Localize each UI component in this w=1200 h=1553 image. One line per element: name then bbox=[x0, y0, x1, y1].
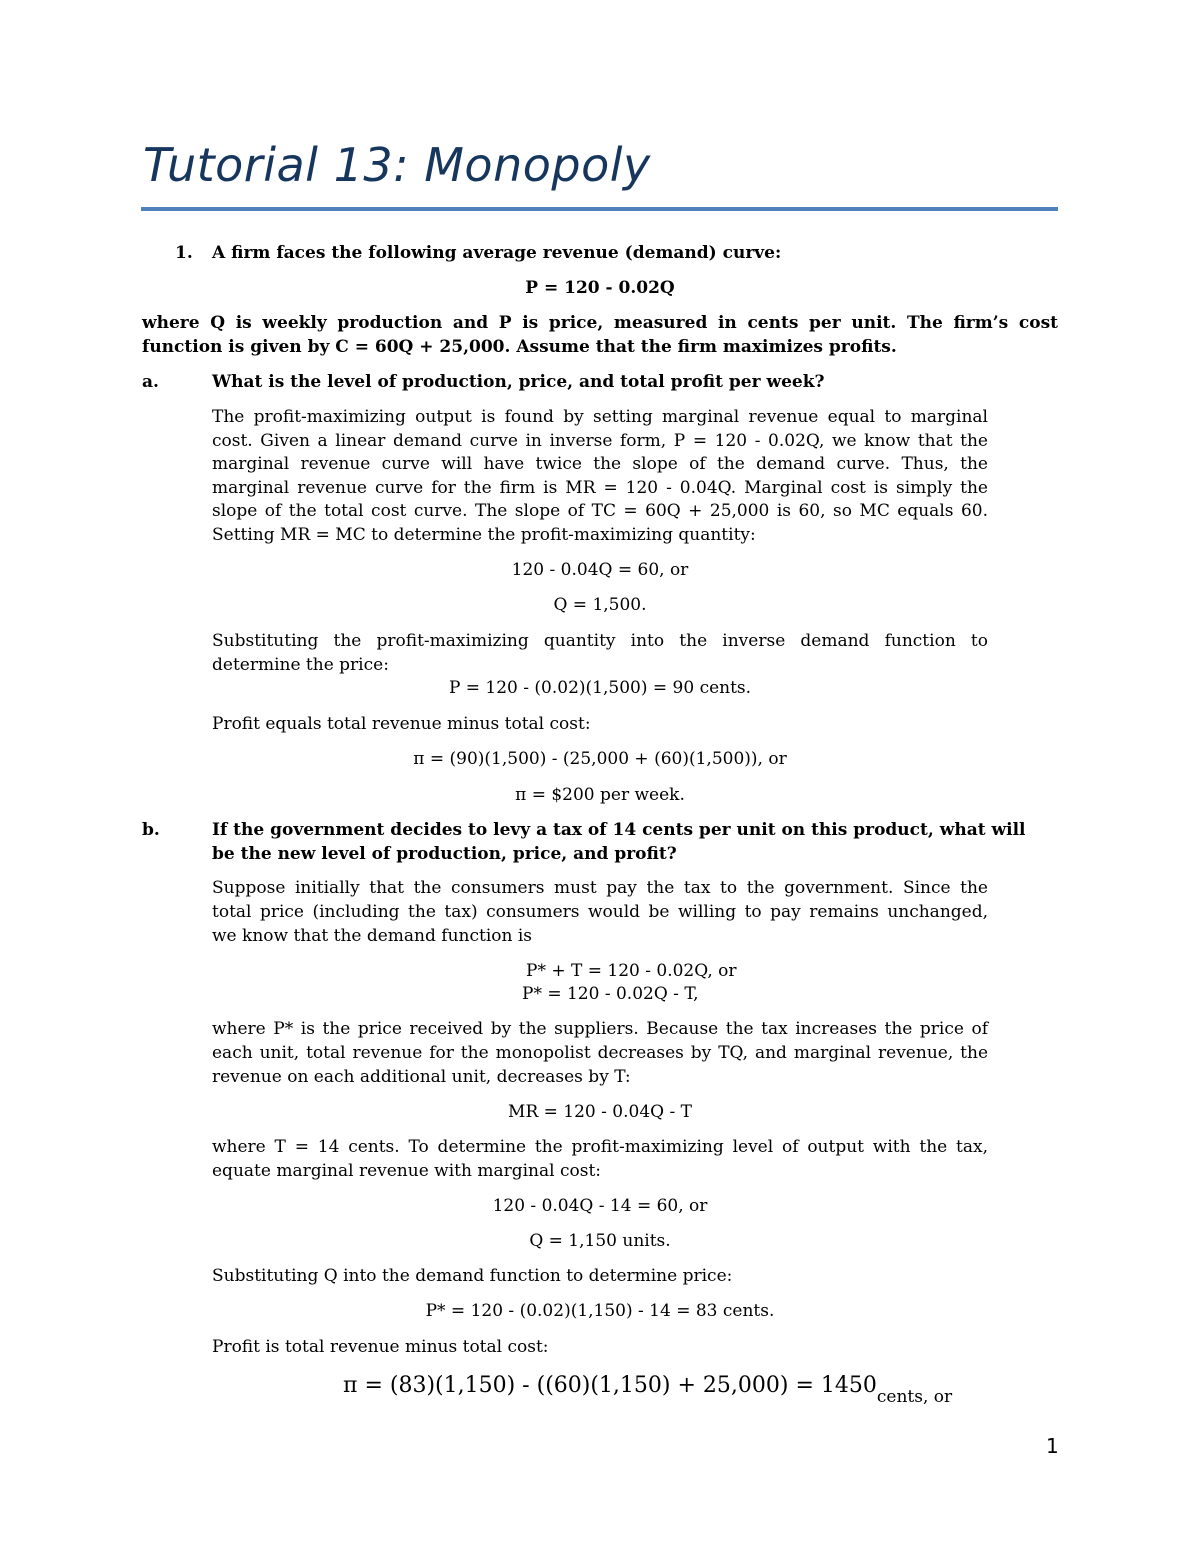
page-title: Tutorial 13: Monopoly bbox=[143, 138, 651, 192]
paragraph-line: Profit equals total revenue minus total cost: bbox=[212, 714, 591, 734]
paragraph-line: determine the price: bbox=[212, 655, 389, 675]
paragraph-line: we know that the demand function is bbox=[212, 926, 533, 946]
paragraph-line: Suppose initially that the consumers must pay the tax to the government. Since the bbox=[212, 878, 988, 898]
paragraph-line: equate marginal revenue with marginal cost: bbox=[212, 1161, 601, 1181]
paragraph-line: Profit is total revenue minus total cost: bbox=[212, 1337, 549, 1357]
paragraph-line: where P* is the price received by the suppliers. Because the tax increases the price of bbox=[212, 1019, 988, 1039]
equation: P* + T = 120 - 0.02Q, or bbox=[526, 961, 737, 981]
equation: P* = 120 - 0.02Q - T, bbox=[522, 984, 699, 1004]
equation: P* = 120 - (0.02)(1,150) - 14 = 83 cents. bbox=[425, 1301, 775, 1321]
equation: Q = 1,150 units. bbox=[529, 1231, 671, 1251]
page-number: 1 bbox=[1046, 1434, 1059, 1458]
title-underline bbox=[141, 207, 1058, 211]
question-setup-line: function is given by C = 60Q + 25,000. Assume that the firm maximizes profits. bbox=[142, 337, 897, 357]
paragraph-line: where T = 14 cents. To determine the profit-maximizing level of output with the tax, bbox=[212, 1137, 988, 1157]
equation: Q = 1,500. bbox=[553, 595, 647, 615]
paragraph-line: Substituting the profit-maximizing quantity into the inverse demand function to bbox=[212, 631, 988, 651]
paragraph-line: each unit, total revenue for the monopolist decreases by TQ, and marginal revenue, the bbox=[212, 1043, 988, 1063]
equation: 120 - 0.04Q - 14 = 60, or bbox=[492, 1196, 708, 1216]
paragraph-line: The profit-maximizing output is found by setting marginal revenue equal to marginal bbox=[212, 407, 988, 427]
paragraph-line: total price (including the tax) consumers would be willing to pay remains unchanged, bbox=[212, 902, 988, 922]
paragraph-line: revenue on each additional unit, decreases by T: bbox=[212, 1067, 631, 1087]
part-b-question: be the new level of production, price, and profit? bbox=[212, 844, 677, 864]
question-intro: A firm faces the following average revenue (demand) curve: bbox=[212, 243, 782, 263]
equation: 120 - 0.04Q = 60, or bbox=[511, 560, 689, 580]
part-b-label: b. bbox=[142, 820, 160, 840]
equation: MR = 120 - 0.04Q - T bbox=[508, 1102, 692, 1122]
profit-equation bbox=[343, 1374, 952, 1409]
paragraph-line: Setting MR = MC to determine the profit-maximizing quantity: bbox=[212, 525, 756, 545]
paragraph-line: marginal revenue curve for the firm is MR = 120 - 0.04Q. Marginal cost is simply the bbox=[212, 478, 988, 498]
part-a-question: What is the level of production, price, and total profit per week? bbox=[212, 372, 825, 392]
paragraph-line: slope of the total cost curve. The slope of TC = 60Q + 25,000 is 60, so MC equals 60. bbox=[212, 501, 988, 521]
part-a-label: a. bbox=[142, 372, 159, 392]
part-b-question: If the government decides to levy a tax of 14 cents per unit on this product, what will bbox=[212, 820, 1026, 840]
question-setup-line: where Q is weekly production and P is price, measured in cents per unit. The firm’s cost bbox=[142, 313, 1058, 333]
demand-equation: P = 120 - 0.02Q bbox=[525, 278, 675, 298]
equation: π = $200 per week. bbox=[515, 785, 685, 805]
profit-equation-tail: cents, or bbox=[876, 1387, 953, 1407]
equation: π = (90)(1,500) - (25,000 + (60)(1,500)), or bbox=[413, 749, 787, 769]
profit-equation-main: π = (83)(1,150) - ((60)(1,150) + 25,000) = 1450 bbox=[343, 1373, 877, 1398]
paragraph-line: cost. Given a linear demand curve in inverse form, P = 120 - 0.02Q, we know that the bbox=[212, 431, 988, 451]
paragraph-line: marginal revenue curve will have twice the slope of the demand curve. Thus, the bbox=[212, 454, 988, 474]
paragraph-line: Substituting Q into the demand function to determine price: bbox=[212, 1266, 733, 1286]
question-number: 1. bbox=[175, 243, 193, 263]
equation: P = 120 - (0.02)(1,500) = 90 cents. bbox=[448, 678, 752, 698]
